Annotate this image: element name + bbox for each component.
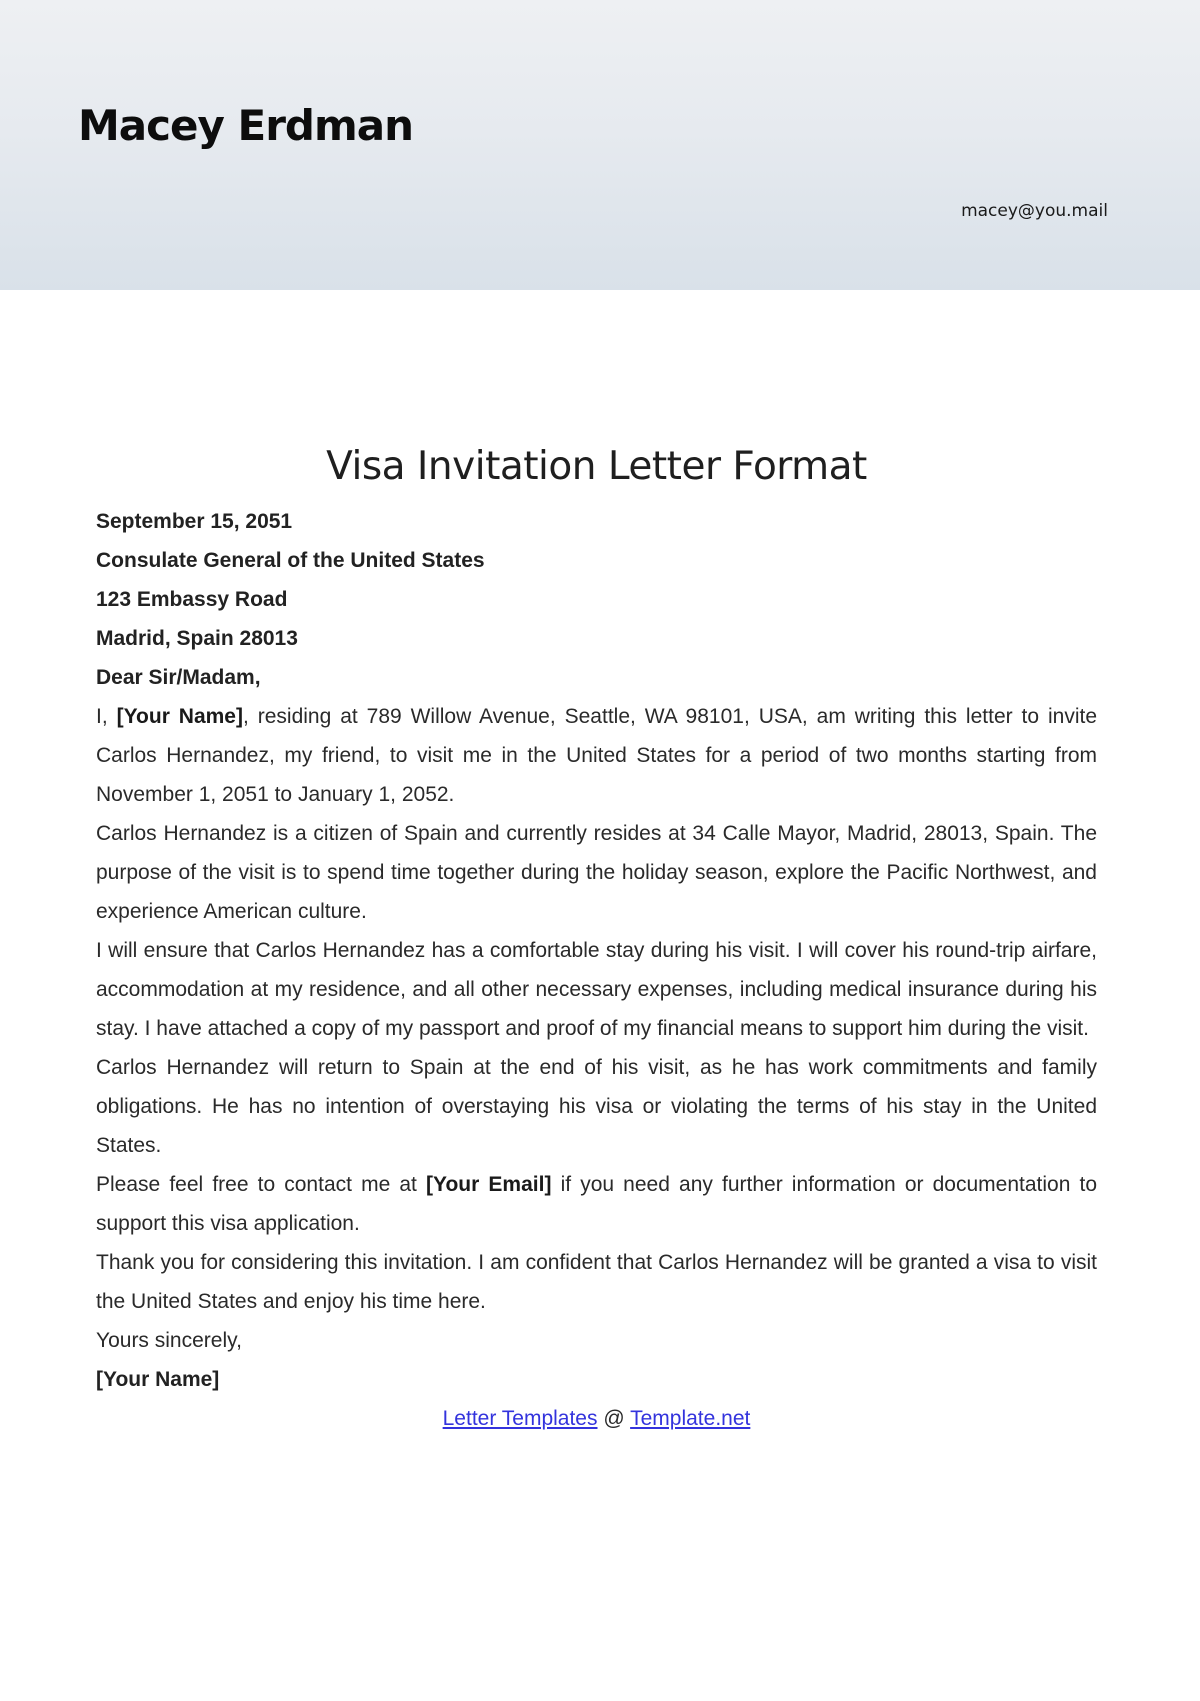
salutation: Dear Sir/Madam, [96, 666, 261, 689]
recipient-name: Consulate General of the United States [96, 549, 485, 572]
letter-date: September 15, 2051 [96, 510, 293, 533]
document-title: Visa Invitation Letter Format [326, 444, 867, 489]
recipient-address-line2: Madrid, Spain 28013 [96, 627, 298, 650]
paragraph-contact [96, 1165, 1097, 1243]
closing: Yours sincerely, [96, 1329, 242, 1352]
letterhead [0, 0, 1200, 290]
recipient-address-line1: 123 Embassy Road [96, 588, 288, 611]
paragraph-expenses: I will ensure that Carlos Hernandez has a comfortable stay during his visit. I will cover his round-trip airfare, accommodation at my residence, and all other necessary expenses, including medical insurance during his stay. I have attached a copy of my passport and proof of my financial means to support him during the visit. [96, 939, 1097, 1040]
letter-body [96, 438, 1097, 1438]
paragraph-invitation [96, 697, 1097, 814]
paragraph-thanks: Thank you for considering this invitation. I am confident that Carlos Hernandez will be granted a visa to visit the United States and enjoy his time here. [96, 1251, 1097, 1313]
placeholder-your-email: [Your Email] [426, 1173, 552, 1196]
paragraph-text: if you need any further information or documentation to support this visa application. [96, 1173, 1098, 1235]
paragraph-text: , residing at 789 Willow Avenue, Seattle, WA 98101, USA, am writing this letter to invite Carlos Hernandez, my friend, to visit me in the United States for a period of two months starting from November 1, 2051 to January 1, 2052. [96, 705, 1097, 806]
letter-templates-link[interactable]: Letter Templates [442, 1407, 598, 1430]
sender-name: Macey Erdman [78, 101, 413, 150]
placeholder-your-name: [Your Name] [116, 705, 243, 728]
paragraph-purpose: Carlos Hernandez is a citizen of Spain and currently resides at 34 Calle Mayor, Madrid, 28013, Spain. The purpose of the visit is to spend time together during the holiday season, explore the Pacific Northwest, and experience American culture. [96, 822, 1097, 923]
sender-email: macey@you.mail [961, 201, 1108, 221]
paragraph-text: I, [96, 705, 117, 728]
template-net-link[interactable]: Template.net [630, 1407, 751, 1430]
footer-credit [96, 1399, 1097, 1438]
signature: [Your Name] [96, 1368, 220, 1391]
paragraph-return: Carlos Hernandez will return to Spain at the end of his visit, as he has work commitments and family obligations. He has no intention of overstaying his visa or violating the terms of his stay in the United States. [96, 1056, 1097, 1157]
footer-separator: @ [597, 1407, 631, 1430]
paragraph-text: Please feel free to contact me at [96, 1173, 427, 1196]
